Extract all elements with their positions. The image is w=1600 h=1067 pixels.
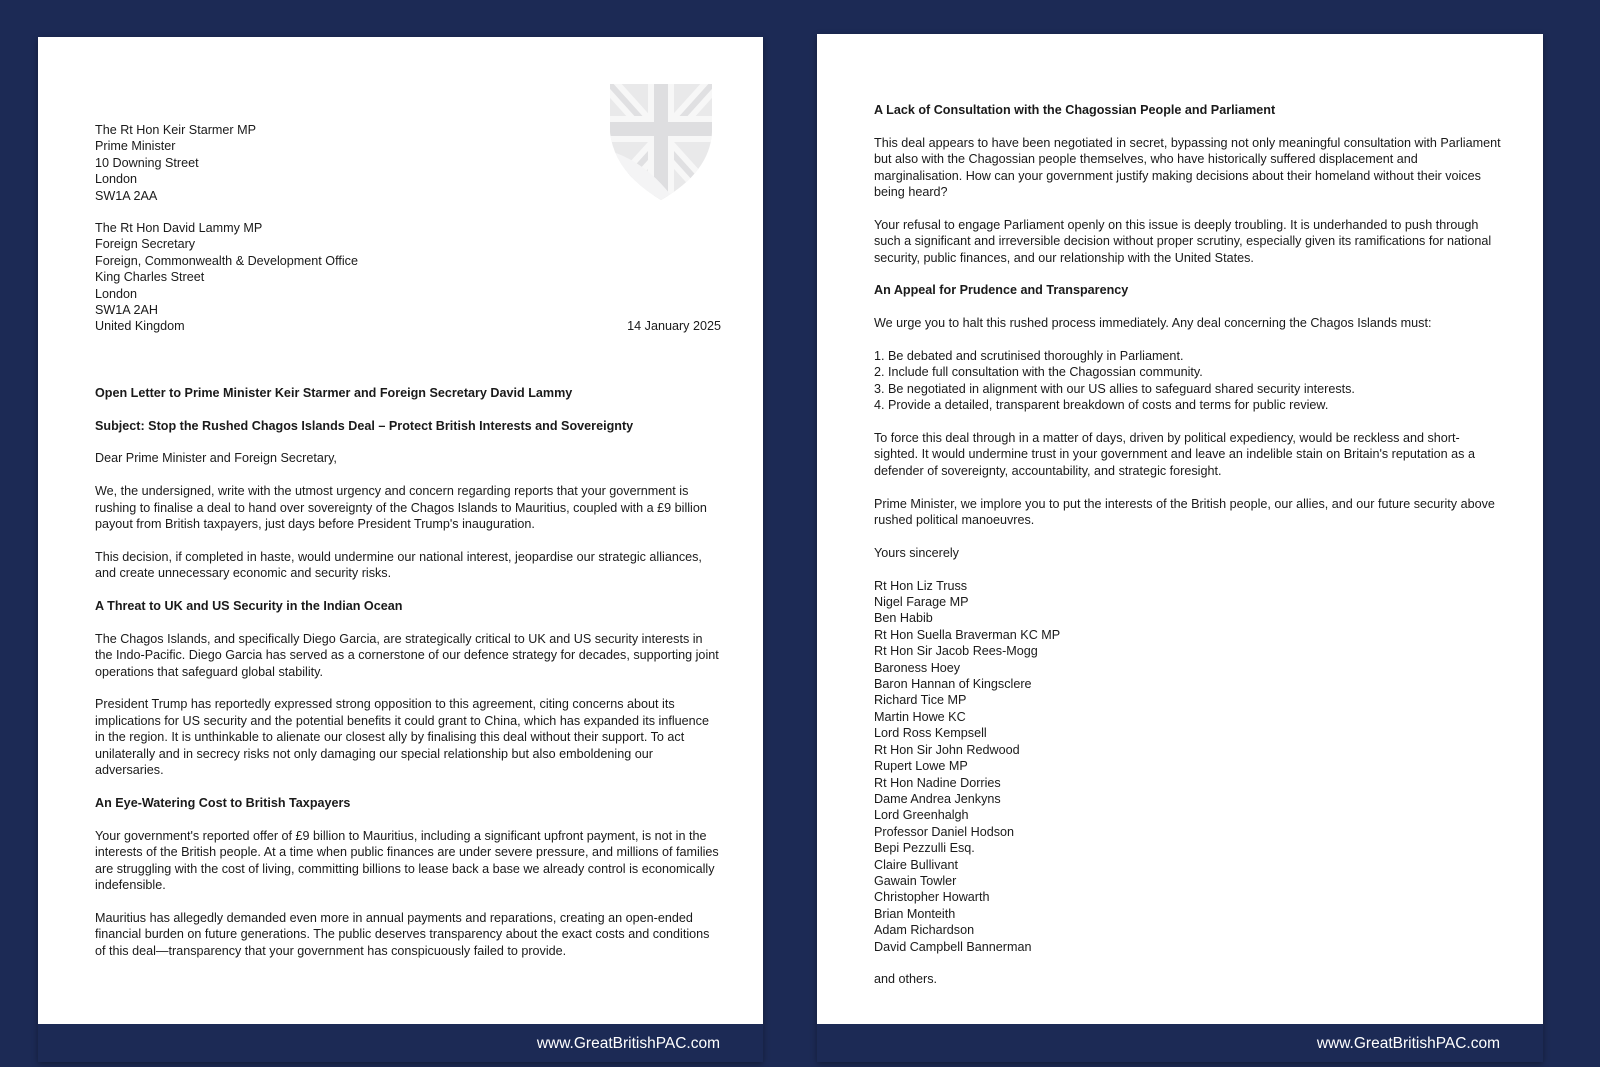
letter-page-1	[38, 37, 763, 1062]
recipient-address-2	[95, 220, 721, 335]
signatory-name: Martin Howe KC	[874, 709, 966, 724]
letter-body-1	[95, 122, 721, 975]
recipient-address-1	[95, 122, 721, 204]
footer-website-link[interactable]: www.GreatBritishPAC.com	[536, 1035, 720, 1052]
letter-subject: Subject: Stop the Rushed Chagos Islands Deal – Protect British Interests and Sovereignty	[95, 418, 634, 433]
section-heading: A Lack of Consultation with the Chagossian People and Parliament	[874, 103, 1276, 117]
address-line: SW1A 2AH	[95, 303, 158, 318]
page-footer	[38, 1024, 763, 1062]
letter-title: Open Letter to Prime Minister Keir Starmer and Foreign Secretary David Lammy	[95, 385, 573, 400]
address-line: London	[95, 286, 138, 301]
address-line: London	[95, 172, 138, 187]
section-heading: An Appeal for Prudence and Transparency	[874, 283, 1129, 298]
section-heading: A Threat to UK and US Security in the Indian Ocean	[95, 599, 403, 614]
signatory-name: Professor Daniel Hodson	[874, 824, 1015, 839]
signatory-name: Rt Hon Sir Jacob Rees-Mogg	[874, 644, 1038, 659]
address-line: Prime Minister	[95, 139, 176, 154]
signatory-name: Baron Hannan of Kingsclere	[874, 677, 1032, 692]
list-item: 1. Be debated and scrutinised thoroughly in Parliament.	[874, 349, 1184, 364]
paragraph: We, the undersigned, write with the utmost urgency and concern regarding reports that your government is rushing to finalise a deal to hand over sovereignty of the Chagos Islands to Mauritius, coupled with a £9 billion payout from British taxpayers, just days before President Trump's inauguration.	[95, 484, 707, 532]
signatory-list	[874, 578, 1501, 955]
signatory-name: Richard Tice MP	[874, 693, 967, 708]
signatory-name: Brian Monteith	[874, 906, 956, 921]
signatory-name: Christopher Howarth	[874, 890, 990, 905]
salutation: Dear Prime Minister and Foreign Secretary,	[95, 451, 337, 466]
signatory-name: Nigel Farage MP	[874, 595, 969, 610]
page-footer	[817, 1024, 1543, 1062]
list-item: 2. Include full consultation with the Chagossian community.	[874, 365, 1203, 380]
signatory-name: Baroness Hoey	[874, 660, 961, 675]
address-line: United Kingdom	[95, 319, 185, 334]
address-line: Foreign, Commonwealth & Development Office	[95, 253, 358, 268]
address-line: The Rt Hon David Lammy MP	[95, 221, 263, 236]
paragraph: To force this deal through in a matter of days, driven by political expediency, would be reckless and short-sighted. It would undermine trust in your government and leave an indelible stain on Britain's reputation as a defender of sovereignty, accountability, and strategic foresight.	[874, 431, 1475, 478]
section-heading: An Eye-Watering Cost to British Taxpayers	[95, 795, 351, 810]
paragraph: Your refusal to engage Parliament openly on this issue is deeply troubling. It is underhanded to push through such a significant and irreversible decision without proper scrutiny, especially given its ramifications for national security, public finances, and our relationship with the United States.	[874, 217, 1492, 265]
paragraph: The Chagos Islands, and specifically Diego Garcia, are strategically critical to UK and US security interests in the Indo-Pacific. Diego Garcia has served as a cornerstone of our defence strategy for decades, supporting joint operations that safeguard global stability.	[95, 631, 719, 679]
signatory-name: Ben Habib	[874, 611, 933, 626]
address-line: 10 Downing Street	[95, 155, 199, 170]
list-item: 3. Be negotiated in alignment with our US allies to safeguard shared security interests.	[874, 381, 1355, 396]
address-line: Foreign Secretary	[95, 237, 196, 252]
and-others: and others.	[874, 972, 938, 987]
address-line: The Rt Hon Keir Starmer MP	[95, 123, 256, 137]
requirements-list	[874, 348, 1501, 414]
signatory-name: Rt Hon Liz Truss	[874, 578, 968, 593]
signatory-name: Dame Andrea Jenkyns	[874, 791, 1001, 806]
signatory-name: Adam Richardson	[874, 923, 975, 938]
paragraph: We urge you to halt this rushed process immediately. Any deal concerning the Chagos Islands must:	[874, 316, 1432, 331]
signatory-name: Rt Hon Sir John Redwood	[874, 742, 1020, 757]
signatory-name: David Campbell Bannerman	[874, 939, 1032, 954]
letter-date: 14 January 2025	[627, 319, 721, 334]
signatory-name: Rt Hon Nadine Dorries	[874, 775, 1001, 790]
paragraph: Prime Minister, we implore you to put the interests of the British people, our allies, and our future security above rushed political manoeuvres.	[874, 496, 1495, 528]
footer-website-link[interactable]: www.GreatBritishPAC.com	[1316, 1035, 1500, 1052]
address-line: SW1A 2AA	[95, 188, 158, 203]
signatory-name: Claire Bullivant	[874, 857, 958, 872]
signatory-name: Gawain Towler	[874, 873, 957, 888]
list-item: 4. Provide a detailed, transparent breakdown of costs and terms for public review.	[874, 398, 1329, 413]
paragraph: Mauritius has allegedly demanded even more in annual payments and reparations, creating an open-ended financial burden on future generations. The public deserves transparency about the exact costs and conditions of this deal—transparency that your government has conspicuously failed to provide.	[95, 910, 710, 958]
paragraph: President Trump has reportedly expressed strong opposition to this agreement, citing concerns about its implications for US security and the potential benefits it could grant to China, which has expanded its influence in the region. It is unthinkable to alienate our closest ally by finalising this deal without their support. To act unilaterally and in secrecy risks not only damaging our special relationship but also emboldening our adversaries.	[95, 697, 709, 778]
closing: Yours sincerely	[874, 545, 959, 560]
letter-page-2	[817, 34, 1543, 1062]
signatory-name: Rupert Lowe MP	[874, 759, 968, 774]
signatory-name: Bepi Pezzulli Esq.	[874, 841, 975, 856]
paragraph: Your government's reported offer of £9 billion to Mauritius, including a significant upfront payment, is not in the interests of the British people. At a time when public finances are under severe pressure, and millions of families are struggling with the cost of living, committing billions to lease back a base we already control is economically indefensible.	[95, 828, 719, 892]
paragraph: This decision, if completed in haste, would undermine our national interest, jeopardise our strategic alliances, and create unnecessary economic and security risks.	[95, 549, 702, 581]
paragraph: This deal appears to have been negotiated in secret, bypassing not only meaningful consultation with Parliament but also with the Chagossian people themselves, who have historically suffered displacement and marginalisation. How can your government justify making decisions about their homeland without their voices being heard?	[874, 135, 1501, 200]
signatory-name: Rt Hon Suella Braverman KC MP	[874, 627, 1061, 642]
signatory-name: Lord Greenhalgh	[874, 808, 969, 823]
letter-body-2	[874, 102, 1501, 1004]
signatory-name: Lord Ross Kempsell	[874, 726, 987, 741]
address-line: King Charles Street	[95, 270, 205, 285]
